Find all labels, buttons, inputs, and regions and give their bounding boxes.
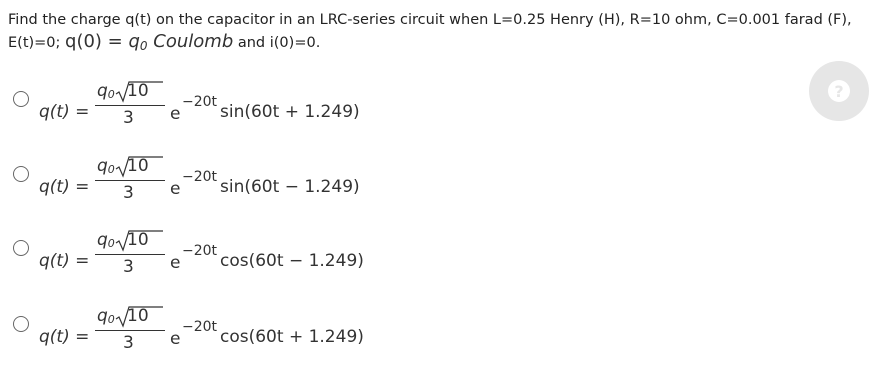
option-2-trig-term: sin(60t − 1.249) [220, 177, 360, 197]
option-4-fraction-bar [95, 330, 165, 331]
option-4-formula [39, 306, 479, 376]
option-2-formula [39, 156, 479, 226]
option-1-formula [39, 81, 479, 151]
option-4-numerator: q0 [97, 306, 115, 326]
option-1-exponent: −20t [182, 94, 218, 110]
option-1-trig-term: sin(60t + 1.249) [220, 102, 360, 122]
option-3-exponent: −20t [182, 243, 218, 259]
option-2-denominator: 3 [123, 183, 134, 203]
question-line-1: Find the charge q(t) on the capacitor in an LRC-series circuit when L=0.25 Henry (H), R=10 ohm, C=0.001 farad (F), [8, 12, 852, 28]
question-initial-current: and i(0)=0. [233, 35, 321, 51]
option-4-exponential-base: e [170, 329, 181, 349]
option-3-trig-term: cos(60t − 1.249) [220, 251, 364, 271]
option-2-radio[interactable] [13, 166, 29, 182]
help-button[interactable] [809, 61, 869, 121]
option-4-denominator: 3 [123, 333, 134, 353]
option-4-radicand: 10 [127, 306, 149, 326]
option-1-lhs: q(t) = [39, 102, 90, 122]
option-3-formula [39, 230, 479, 300]
option-2-numerator: q0 [97, 156, 115, 176]
option-1-fraction-bar [95, 105, 165, 106]
option-2-lhs: q(t) = [39, 177, 90, 197]
option-4-trig-term: cos(60t + 1.249) [220, 327, 364, 347]
option-4-radio[interactable] [13, 316, 29, 332]
question-text [8, 10, 858, 57]
option-2-exponent: −20t [182, 169, 218, 185]
answer-option-4[interactable] [0, 306, 500, 376]
option-4-lhs: q(t) = [39, 327, 90, 347]
option-1-radicand: 10 [127, 81, 149, 101]
option-4-exponent: −20t [182, 319, 218, 335]
question-line-2 [8, 31, 858, 57]
option-3-fraction-bar [95, 254, 165, 255]
option-3-numerator: q0 [97, 230, 115, 250]
option-1-denominator: 3 [123, 108, 134, 128]
initial-charge-formula [65, 31, 233, 52]
option-1-numerator: q0 [97, 81, 115, 101]
option-2-fraction-bar [95, 180, 165, 181]
initial-charge-unit: Coulomb [147, 31, 234, 52]
initial-charge-subscript: 0 [139, 39, 148, 53]
option-2-radicand: 10 [127, 156, 149, 176]
option-3-radio[interactable] [13, 240, 29, 256]
option-3-lhs: q(t) = [39, 251, 90, 271]
question-conditions: E(t)=0; [8, 35, 66, 51]
option-3-fraction [95, 230, 167, 290]
option-1-exponential-base: e [170, 104, 181, 124]
help-icon-glyph: ? [834, 81, 844, 101]
option-3-exponential-base: e [170, 253, 181, 273]
option-4-fraction [95, 306, 167, 366]
initial-charge-lhs: q(0) = [65, 31, 129, 52]
option-1-fraction [95, 81, 167, 141]
option-2-exponential-base: e [170, 179, 181, 199]
initial-charge-symbol: q [128, 31, 140, 52]
help-icon [828, 80, 850, 102]
answer-option-2[interactable] [0, 156, 500, 226]
answer-option-3[interactable] [0, 230, 500, 300]
option-3-radicand: 10 [127, 230, 149, 250]
option-2-fraction [95, 156, 167, 216]
option-3-denominator: 3 [123, 257, 134, 277]
answer-option-1[interactable] [0, 81, 500, 151]
option-1-radio[interactable] [13, 91, 29, 107]
